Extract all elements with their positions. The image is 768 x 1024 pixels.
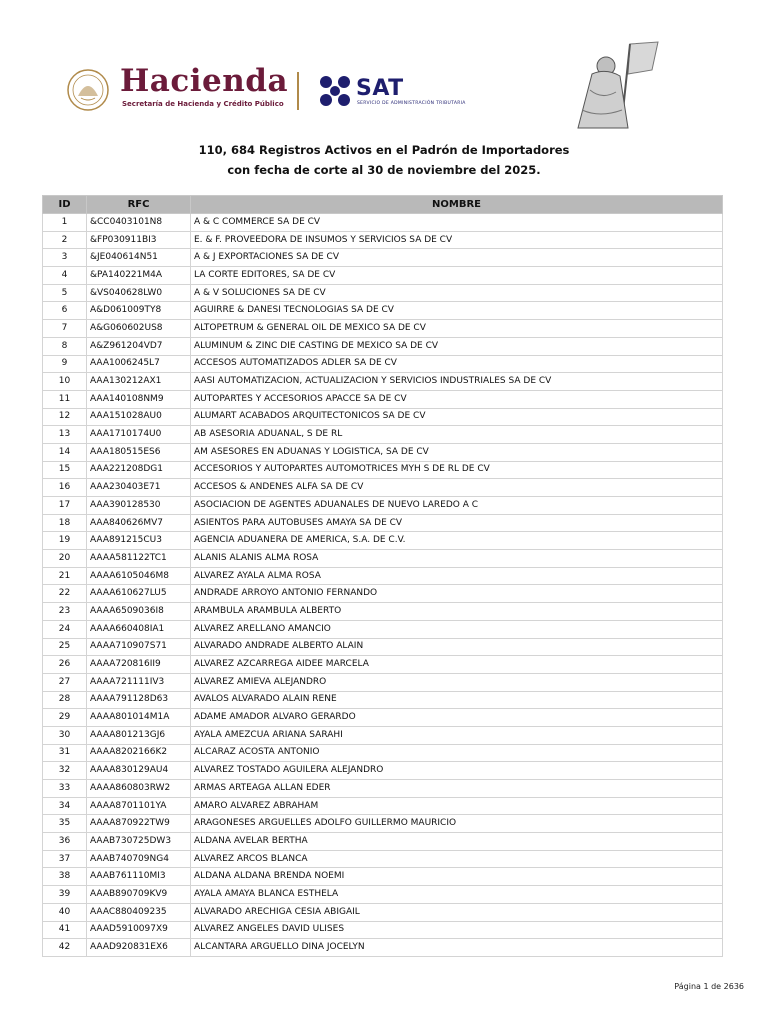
- cell-rfc: AAAA801014M1A: [87, 709, 191, 727]
- table-row: [43, 656, 723, 674]
- table-row: [43, 886, 723, 904]
- cell-rfc: &CC0403101N8: [87, 214, 191, 232]
- cell-nombre: ALDANA ALDANA BRENDA NOEMI: [191, 868, 723, 886]
- cell-rfc: AAA1006245L7: [87, 355, 191, 373]
- table-row: [43, 514, 723, 532]
- table-row: [43, 550, 723, 568]
- cell-id: 25: [43, 638, 87, 656]
- importers-table: [42, 195, 723, 957]
- cell-rfc: AAAA860803RW2: [87, 780, 191, 798]
- table-row: [43, 567, 723, 585]
- cell-nombre: ALTOPETRUM & GENERAL OIL DE MEXICO SA DE CV: [191, 320, 723, 338]
- cell-id: 30: [43, 726, 87, 744]
- cell-id: 1: [43, 214, 87, 232]
- cell-id: 26: [43, 656, 87, 674]
- cell-rfc: AAA1710174U0: [87, 426, 191, 444]
- table-row: [43, 603, 723, 621]
- cell-nombre: ALDANA AVELAR BERTHA: [191, 833, 723, 851]
- table-row: [43, 214, 723, 232]
- cell-rfc: AAA230403E71: [87, 479, 191, 497]
- document-title-line1: 110, 684 Registros Activos en el Padrón de Importadores: [198, 143, 570, 157]
- cell-rfc: AAAA660408IA1: [87, 620, 191, 638]
- cell-id: 37: [43, 850, 87, 868]
- cell-nombre: ALVAREZ TOSTADO AGUILERA ALEJANDRO: [191, 762, 723, 780]
- column-header-nombre: NOMBRE: [191, 196, 723, 214]
- cell-id: 28: [43, 691, 87, 709]
- table-row: [43, 833, 723, 851]
- cell-rfc: AAAA870922TW9: [87, 815, 191, 833]
- cell-nombre: AGENCIA ADUANERA DE AMERICA, S.A. DE C.V.: [191, 532, 723, 550]
- cell-id: 22: [43, 585, 87, 603]
- cell-nombre: ALVARADO ANDRADE ALBERTO ALAIN: [191, 638, 723, 656]
- table-row: [43, 709, 723, 727]
- national-seal-icon: [64, 68, 114, 112]
- cell-nombre: AYALA AMAYA BLANCA ESTHELA: [191, 886, 723, 904]
- cell-nombre: ALVAREZ ARCOS BLANCA: [191, 850, 723, 868]
- cell-rfc: AAAA8701101YA: [87, 797, 191, 815]
- table-row: [43, 337, 723, 355]
- table-row: [43, 461, 723, 479]
- cell-rfc: AAAA791128D63: [87, 691, 191, 709]
- cell-rfc: AAAA801213GJ6: [87, 726, 191, 744]
- sat-logo-text: SAT: [356, 76, 404, 101]
- cell-rfc: AAAA610627LU5: [87, 585, 191, 603]
- cell-id: 29: [43, 709, 87, 727]
- table-row: [43, 585, 723, 603]
- cell-id: 31: [43, 744, 87, 762]
- cell-rfc: AAAB890709KV9: [87, 886, 191, 904]
- table-body: [43, 214, 723, 957]
- cell-id: 20: [43, 550, 87, 568]
- cell-nombre: ALANIS ALANIS ALMA ROSA: [191, 550, 723, 568]
- page-header: [0, 0, 768, 140]
- table-row: [43, 320, 723, 338]
- cell-id: 33: [43, 780, 87, 798]
- cell-id: 5: [43, 284, 87, 302]
- cell-nombre: ALVAREZ AMIEVA ALEJANDRO: [191, 673, 723, 691]
- cell-rfc: AAA891215CU3: [87, 532, 191, 550]
- cell-nombre: ALVAREZ AYALA ALMA ROSA: [191, 567, 723, 585]
- cell-rfc: AAA221208DG1: [87, 461, 191, 479]
- cell-id: 39: [43, 886, 87, 904]
- cell-nombre: ARAGONESES ARGUELLES ADOLFO GUILLERMO MAURICIO: [191, 815, 723, 833]
- cell-id: 4: [43, 267, 87, 285]
- cell-id: 8: [43, 337, 87, 355]
- cell-rfc: A&D061009TY8: [87, 302, 191, 320]
- table-row: [43, 443, 723, 461]
- cell-rfc: AAA180515ES6: [87, 443, 191, 461]
- cell-nombre: AYALA AMEZCUA ARIANA SARAHI: [191, 726, 723, 744]
- table-row: [43, 744, 723, 762]
- table-row: [43, 903, 723, 921]
- cell-rfc: &VS040628LW0: [87, 284, 191, 302]
- cell-rfc: AAAA6105046M8: [87, 567, 191, 585]
- cell-id: 13: [43, 426, 87, 444]
- hacienda-subtitle: Secretaría de Hacienda y Crédito Público: [122, 100, 284, 108]
- table-row: [43, 762, 723, 780]
- cell-nombre: ACCESOS AUTOMATIZADOS ADLER SA DE CV: [191, 355, 723, 373]
- cell-rfc: AAAA721111IV3: [87, 673, 191, 691]
- cell-rfc: &FP030911BI3: [87, 231, 191, 249]
- table-row: [43, 284, 723, 302]
- table-row: [43, 408, 723, 426]
- cell-id: 36: [43, 833, 87, 851]
- cell-nombre: ACCESORIOS Y AUTOPARTES AUTOMOTRICES MYH S DE RL DE CV: [191, 461, 723, 479]
- cell-id: 6: [43, 302, 87, 320]
- cell-id: 42: [43, 939, 87, 957]
- cell-rfc: AAAA581122TC1: [87, 550, 191, 568]
- cell-nombre: AGUIRRE & DANESI TECNOLOGIAS SA DE CV: [191, 302, 723, 320]
- table-row: [43, 426, 723, 444]
- cell-nombre: ALVARADO ARECHIGA CESIA ABIGAIL: [191, 903, 723, 921]
- table-row: [43, 638, 723, 656]
- cell-rfc: AAA140108NM9: [87, 390, 191, 408]
- cell-id: 27: [43, 673, 87, 691]
- cell-id: 19: [43, 532, 87, 550]
- cell-nombre: AVALOS ALVARADO ALAIN RENE: [191, 691, 723, 709]
- cell-rfc: &PA140221M4A: [87, 267, 191, 285]
- cell-rfc: AAA151028AU0: [87, 408, 191, 426]
- cell-rfc: AAAB730725DW3: [87, 833, 191, 851]
- cell-id: 12: [43, 408, 87, 426]
- table-row: [43, 868, 723, 886]
- table-row: [43, 850, 723, 868]
- cell-nombre: ALCARAZ ACOSTA ANTONIO: [191, 744, 723, 762]
- cell-nombre: ALVAREZ ARELLANO AMANCIO: [191, 620, 723, 638]
- cell-nombre: A & C COMMERCE SA DE CV: [191, 214, 723, 232]
- cell-id: 16: [43, 479, 87, 497]
- table-row: [43, 620, 723, 638]
- cell-id: 11: [43, 390, 87, 408]
- cell-id: 32: [43, 762, 87, 780]
- cell-nombre: ALUMART ACABADOS ARQUITECTONICOS SA DE CV: [191, 408, 723, 426]
- cell-nombre: ASIENTOS PARA AUTOBUSES AMAYA SA DE CV: [191, 514, 723, 532]
- cell-nombre: AM ASESORES EN ADUANAS Y LOGISTICA, SA DE CV: [191, 443, 723, 461]
- cell-rfc: AAAC880409235: [87, 903, 191, 921]
- column-header-rfc: RFC: [87, 196, 191, 214]
- table-row: [43, 532, 723, 550]
- cell-rfc: AAAA830129AU4: [87, 762, 191, 780]
- cell-rfc: AAAB740709NG4: [87, 850, 191, 868]
- cell-nombre: ARMAS ARTEAGA ALLAN EDER: [191, 780, 723, 798]
- cell-id: 15: [43, 461, 87, 479]
- cell-nombre: ALCANTARA ARGUELLO DINA JOCELYN: [191, 939, 723, 957]
- table-row: [43, 691, 723, 709]
- cell-nombre: ADAME AMADOR ALVARO GERARDO: [191, 709, 723, 727]
- cell-rfc: AAA130212AX1: [87, 373, 191, 391]
- cell-rfc: &JE040614N51: [87, 249, 191, 267]
- table-row: [43, 921, 723, 939]
- cell-nombre: AASI AUTOMATIZACION, ACTUALIZACION Y SERVICIOS INDUSTRIALES SA DE CV: [191, 373, 723, 391]
- patria-figure-icon: [570, 40, 666, 132]
- cell-id: 38: [43, 868, 87, 886]
- cell-id: 18: [43, 514, 87, 532]
- cell-rfc: AAAB761110MI3: [87, 868, 191, 886]
- cell-id: 14: [43, 443, 87, 461]
- cell-nombre: LA CORTE EDITORES, SA DE CV: [191, 267, 723, 285]
- table-row: [43, 373, 723, 391]
- cell-id: 41: [43, 921, 87, 939]
- cell-nombre: ANDRADE ARROYO ANTONIO FERNANDO: [191, 585, 723, 603]
- cell-nombre: AB ASESORIA ADUANAL, S DE RL: [191, 426, 723, 444]
- cell-rfc: AAAA720816II9: [87, 656, 191, 674]
- table-row: [43, 302, 723, 320]
- cell-rfc: AAAA710907S71: [87, 638, 191, 656]
- cell-rfc: AAA840626MV7: [87, 514, 191, 532]
- sat-subtitle: SERVICIO DE ADMINISTRACIÓN TRIBUTARIA: [357, 101, 466, 106]
- column-header-id: ID: [43, 196, 87, 214]
- logo-divider: [297, 72, 299, 110]
- cell-id: 17: [43, 497, 87, 515]
- document-title-line2: con fecha de corte al 30 de noviembre del 2025.: [227, 163, 541, 177]
- cell-nombre: E. & F. PROVEEDORA DE INSUMOS Y SERVICIOS SA DE CV: [191, 231, 723, 249]
- cell-rfc: AAAD920831EX6: [87, 939, 191, 957]
- table-row: [43, 267, 723, 285]
- cell-nombre: ALVAREZ ANGELES DAVID ULISES: [191, 921, 723, 939]
- cell-rfc: AAA390128530: [87, 497, 191, 515]
- table-row: [43, 355, 723, 373]
- cell-rfc: A&G060602US8: [87, 320, 191, 338]
- table-row: [43, 797, 723, 815]
- cell-rfc: AAAA8202166K2: [87, 744, 191, 762]
- page-number: Página 1 de 2636: [674, 982, 744, 991]
- cell-nombre: ACCESOS & ANDENES ALFA SA DE CV: [191, 479, 723, 497]
- table-row: [43, 479, 723, 497]
- cell-nombre: ASOCIACION DE AGENTES ADUANALES DE NUEVO LAREDO A C: [191, 497, 723, 515]
- table-header-row: [43, 196, 723, 214]
- cell-id: 34: [43, 797, 87, 815]
- cell-id: 9: [43, 355, 87, 373]
- table-row: [43, 815, 723, 833]
- cell-nombre: ARAMBULA ARAMBULA ALBERTO: [191, 603, 723, 621]
- table-row: [43, 939, 723, 957]
- hacienda-logo-text: Hacienda: [120, 63, 289, 99]
- cell-id: 2: [43, 231, 87, 249]
- cell-nombre: AUTOPARTES Y ACCESORIOS APACCE SA DE CV: [191, 390, 723, 408]
- table-row: [43, 231, 723, 249]
- sat-logo-icon: [318, 74, 352, 108]
- cell-id: 10: [43, 373, 87, 391]
- cell-rfc: A&Z961204VD7: [87, 337, 191, 355]
- cell-rfc: AAAD5910097X9: [87, 921, 191, 939]
- cell-id: 3: [43, 249, 87, 267]
- table-row: [43, 390, 723, 408]
- cell-id: 23: [43, 603, 87, 621]
- cell-nombre: A & V SOLUCIONES SA DE CV: [191, 284, 723, 302]
- table-row: [43, 249, 723, 267]
- cell-nombre: A & J EXPORTACIONES SA DE CV: [191, 249, 723, 267]
- cell-nombre: AMARO ALVAREZ ABRAHAM: [191, 797, 723, 815]
- cell-id: 7: [43, 320, 87, 338]
- table-row: [43, 497, 723, 515]
- table-row: [43, 673, 723, 691]
- cell-id: 35: [43, 815, 87, 833]
- cell-id: 24: [43, 620, 87, 638]
- cell-id: 21: [43, 567, 87, 585]
- cell-rfc: AAAA6509036I8: [87, 603, 191, 621]
- cell-nombre: ALUMINUM & ZINC DIE CASTING DE MEXICO SA DE CV: [191, 337, 723, 355]
- cell-id: 40: [43, 903, 87, 921]
- table-row: [43, 780, 723, 798]
- cell-nombre: ALVAREZ AZCARREGA AIDEE MARCELA: [191, 656, 723, 674]
- table-row: [43, 726, 723, 744]
